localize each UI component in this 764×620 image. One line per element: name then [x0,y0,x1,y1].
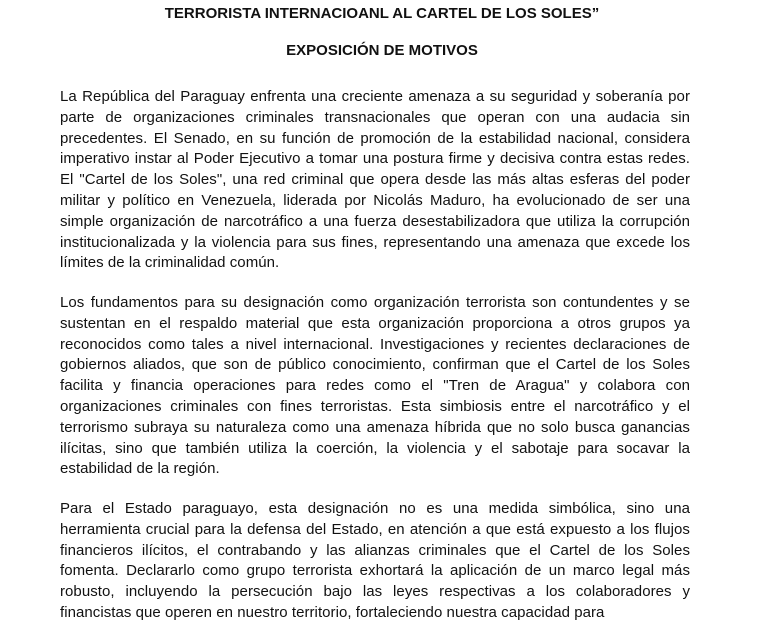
paragraph-3: Para el Estado paraguayo, esta designación no es una medida simbólica, sino una herramienta crucial para la defensa del Estado, en atención a que está expuesto a los flujos financieros ilícitos, el contrabando y las alianzas criminales que el Cartel de los Soles fomenta. Declararlo como grupo terrorista exhortará la aplicación de un marco legal más robusto, incluyendo la persecución bajo las leyes respectivas a los colaboradores y financistas que operen en nuestro territorio, fortaleciendo nuestra capacidad para [60,500,690,620]
section-heading: EXPOSICIÓN DE MOTIVOS [286,42,478,59]
paragraph-2: Los fundamentos para su designación como organización terrorista son contundentes y se sustentan en el respaldo material que esta organización proporciona a otros grupos ya reconocidos como tales a nivel internacional. Investigaciones y recientes declaraciones de gobiernos aliados, que son de público conocimiento, confirman que el Cartel de los Soles facilita y financia operaciones para redes como el "Tren de Aragua" y colabora con organizaciones criminales con fines terroristas. Esta simbiosis entre el narcotráfico y el terrorismo subraya su naturaleza como una amenaza híbrida que no solo busca ganancias ilícitas, sino que también utiliza la coerción, la violencia y el sabotaje para socavar la estabilidad de la región. [60,294,690,478]
document-title: TERRORISTA INTERNACIOANL AL CARTEL DE LOS SOLES” [164,5,600,22]
paragraph-1: La República del Paraguay enfrenta una creciente amenaza a su seguridad y soberanía por parte de organizaciones criminales transnacionales que operan con una audacia sin precedentes. El Senado, en su función de promoción de la estabilidad nacional, considera imperativo instar al Poder Ejecutivo a tomar una postura firme y decisiva contra estas redes. El "Cartel de los Soles", una red criminal que opera desde las más altas esferas del poder militar y político en Venezuela, liderada por Nicolás Maduro, ha evolucionado de ser una simple organización de narcotráfico a una fuerza desestabilizadora que utiliza la corrupción institucionalizada y la violencia para sus fines, representando una amenaza que excede los límites de la criminalidad común. [60,88,690,272]
